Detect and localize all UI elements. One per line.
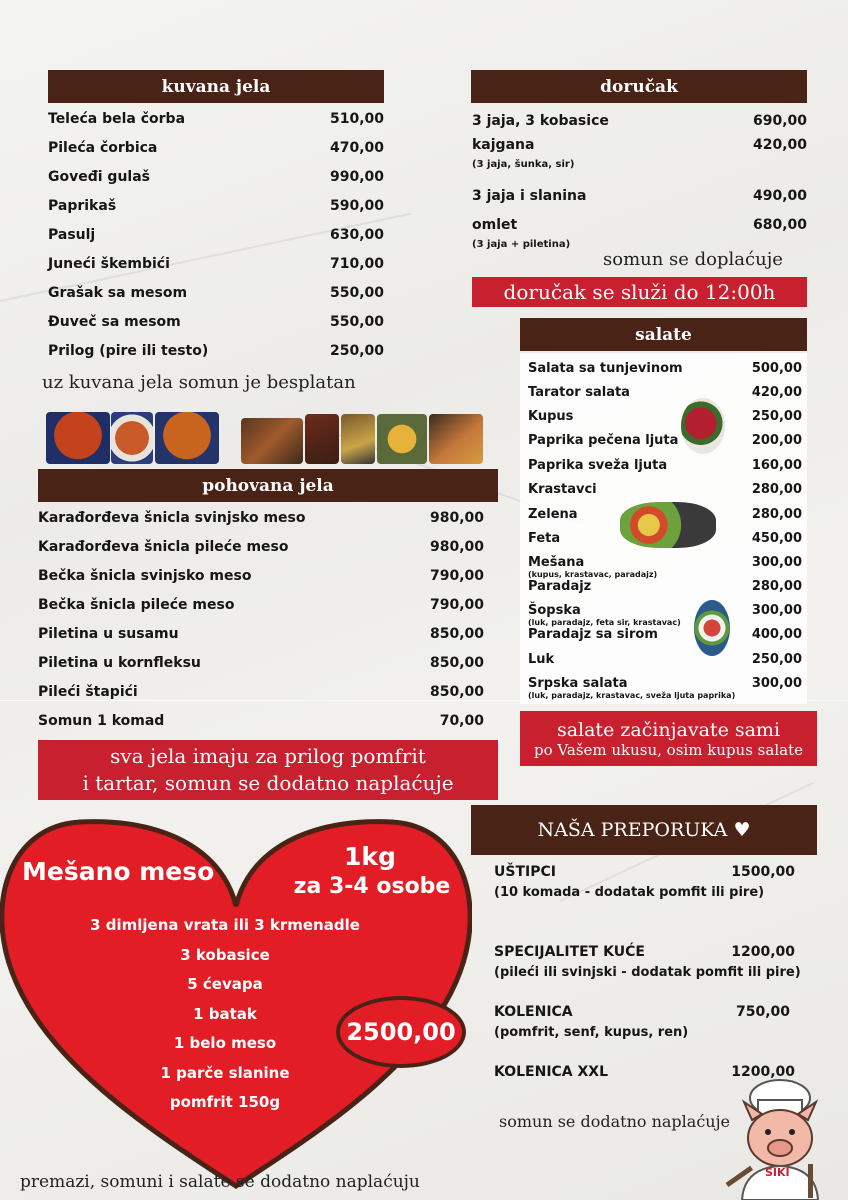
item-price: 420,00	[751, 385, 802, 400]
item-price: 550,00	[329, 314, 384, 330]
salad-photo	[681, 398, 725, 454]
dorucak-title: doručak	[600, 76, 678, 97]
item-name: Goveđi gulaš	[48, 169, 150, 185]
food-photo	[241, 418, 303, 464]
dorucak-banner	[472, 277, 807, 307]
platter-item: 3 dimljena vrata ili 3 krmenadle	[90, 916, 360, 934]
item-price: 850,00	[429, 684, 484, 700]
salad-item	[528, 409, 802, 424]
pohovana-banner	[38, 740, 498, 800]
menu-item	[38, 655, 484, 671]
menu-item	[48, 343, 384, 359]
item-price: 450,00	[751, 531, 802, 546]
item-name: Šopska	[528, 603, 581, 618]
recommendation-price: 1200,00	[731, 1064, 795, 1080]
salate-banner-line2: po Vašem ukusu, osim kupus salate	[534, 740, 803, 759]
salate-title: salate	[635, 324, 692, 345]
menu-item	[38, 510, 484, 526]
food-photo	[341, 414, 375, 464]
item-price: 690,00	[752, 113, 807, 129]
item-name: Juneći škembići	[48, 256, 170, 272]
item-name: Grašak sa mesom	[48, 285, 188, 301]
food-photo	[46, 412, 110, 464]
item-description: (kupus, krastavac, paradajz)	[528, 570, 658, 579]
item-price: 250,00	[751, 409, 802, 424]
menu-item	[48, 227, 384, 243]
item-price: 590,00	[329, 198, 384, 214]
salate-banner-line1: salate začinjavate sami	[556, 718, 781, 741]
item-name: Paprika pečena ljuta	[528, 433, 679, 448]
item-price: 680,00	[752, 217, 807, 233]
item-name: Mešana	[528, 555, 585, 570]
item-name: Paradajz sa sirom	[528, 627, 658, 642]
item-name: Piletina u kornfleksu	[38, 655, 201, 671]
salad-photo	[620, 502, 716, 548]
item-price: 400,00	[751, 627, 802, 642]
salad-item	[528, 603, 802, 618]
menu-item	[48, 256, 384, 272]
item-description: (3 jaja + piletina)	[472, 239, 571, 250]
preporuka-note: somun se dodatno naplaćuje	[499, 1112, 731, 1131]
food-photo	[111, 412, 153, 464]
item-price: 790,00	[429, 568, 484, 584]
item-price: 550,00	[329, 285, 384, 301]
platter-item: 1 batak	[193, 1004, 257, 1023]
item-price: 300,00	[751, 555, 802, 570]
menu-item	[48, 140, 384, 156]
recommendation-name: KOLENICA	[494, 1004, 573, 1020]
pohovana-title: pohovana jela	[202, 475, 334, 496]
salad-item	[528, 433, 802, 448]
salad-item	[528, 361, 802, 376]
item-name: Krastavci	[528, 482, 597, 497]
recommendation-description: (pileći ili svinjski - dodatak pomfit ili pire)	[494, 965, 801, 980]
item-price: 990,00	[329, 169, 384, 185]
mesano-price-badge	[336, 996, 466, 1068]
food-photo	[305, 414, 339, 464]
item-name: Prilog (pire ili testo)	[48, 343, 209, 359]
pohovana-header	[38, 469, 498, 502]
dorucak-note: somun se doplaćuje	[603, 249, 783, 270]
recommendation-description: (10 komada - dodatak pomfit ili pire)	[494, 885, 765, 900]
menu-item	[472, 137, 807, 153]
item-name: Piletina u susamu	[38, 626, 179, 642]
item-price: 250,00	[329, 343, 384, 359]
item-name: Bečka šnicla pileće meso	[38, 597, 235, 613]
item-description: (luk, paradajz, krastavac, sveža ljuta paprika)	[528, 691, 736, 700]
item-name: Somun 1 komad	[38, 713, 165, 729]
menu-item	[48, 169, 384, 185]
item-price: 850,00	[429, 655, 484, 671]
item-name: Pileća čorbica	[48, 140, 158, 156]
pohovana-banner-line2: i tartar, somun se dodatno naplaćuje	[82, 771, 454, 795]
salad-item	[528, 458, 802, 473]
recommendation-description: (pomfrit, senf, kupus, ren)	[494, 1025, 689, 1040]
dorucak-header	[471, 70, 807, 103]
salad-item	[528, 676, 802, 691]
mesano-title: Mešano meso	[22, 857, 215, 886]
menu-item	[38, 568, 484, 584]
item-name: Pileći štapići	[38, 684, 138, 700]
item-name: Paradajz	[528, 579, 592, 594]
menu-item	[38, 626, 484, 642]
menu-item	[38, 539, 484, 555]
menu-item	[48, 285, 384, 301]
platter-item: 5 ćevapa	[187, 975, 263, 993]
platter-item: 1 parče slanine	[160, 1063, 290, 1082]
menu-item	[472, 188, 807, 204]
recommendation-price: 1200,00	[731, 944, 795, 960]
item-name: Srpska salata	[528, 676, 628, 691]
item-price: 420,00	[752, 137, 807, 153]
menu-item	[472, 113, 807, 129]
item-price: 160,00	[751, 458, 802, 473]
kuvana-title: kuvana jela	[161, 76, 271, 97]
item-price: 850,00	[429, 626, 484, 642]
chef-pig-icon	[722, 1072, 832, 1200]
platter-item: 1 belo meso	[173, 1034, 277, 1052]
recommendation-price: 750,00	[735, 1004, 790, 1020]
food-photo	[377, 414, 427, 464]
item-price: 980,00	[429, 539, 484, 555]
kuvana-note: uz kuvana jela somun je besplatan	[42, 372, 356, 393]
mesano-price: 2500,00	[346, 1018, 456, 1046]
pohovana-banner-line1: sva jela imaju za prilog pomfrit	[110, 744, 426, 768]
item-name: Pasulj	[48, 227, 96, 243]
item-description: (luk, paradajz, feta sir, krastavac)	[528, 618, 681, 627]
kuvana-header	[48, 70, 384, 103]
item-name: Salata sa tunjevinom	[528, 361, 683, 376]
recommendation-name: UŠTIPCI	[494, 864, 556, 880]
item-name: kajgana	[472, 137, 535, 153]
item-name: Tarator salata	[528, 385, 630, 400]
salad-item	[528, 652, 802, 667]
mascot-apron-text: SIKI	[765, 1166, 790, 1179]
item-name: omlet	[472, 217, 518, 233]
platter-item: 3 kobasice	[180, 945, 270, 964]
item-price: 510,00	[329, 111, 384, 127]
preporuka-header	[471, 805, 817, 855]
item-name: 3 jaja i slanina	[472, 188, 587, 204]
menu-item	[38, 684, 484, 700]
item-name: Paprikaš	[48, 198, 117, 214]
item-name: Đuveč sa mesom	[48, 314, 181, 330]
food-photo	[155, 412, 219, 464]
item-price: 300,00	[751, 676, 802, 691]
item-description: (3 jaja, šunka, sir)	[472, 159, 575, 170]
item-name: Zelena	[528, 507, 578, 522]
item-price: 250,00	[751, 652, 802, 667]
menu-item	[48, 314, 384, 330]
item-name: Teleća bela čorba	[48, 111, 186, 127]
menu-item	[48, 198, 384, 214]
salad-item	[528, 482, 802, 497]
item-name: Kupus	[528, 409, 574, 424]
preporuka-title: NAŠA PREPORUKA ♥	[537, 819, 751, 841]
dorucak-banner-text: doručak se služi do 12:00h	[503, 280, 776, 304]
item-name: Paprika sveža ljuta	[528, 458, 668, 473]
item-name: Feta	[528, 531, 561, 546]
item-name: Karađorđeva šnicla svinjsko meso	[38, 510, 306, 526]
mesano-persons: za 3-4 osobe	[293, 874, 451, 899]
item-price: 280,00	[751, 579, 802, 594]
salad-item	[528, 385, 802, 400]
mesano-note: premazi, somuni i salate se dodatno naplaćuju	[20, 1172, 420, 1192]
item-name: Bečka šnicla svinjsko meso	[38, 568, 252, 584]
salad-item	[528, 555, 802, 570]
platter-item: pomfrit 150g	[169, 1093, 281, 1111]
salad-photo	[694, 600, 730, 656]
food-photo	[429, 414, 483, 464]
item-name: Luk	[528, 652, 555, 667]
salate-header	[520, 318, 807, 351]
salad-item	[528, 627, 802, 642]
item-price: 500,00	[751, 361, 802, 376]
item-price: 980,00	[429, 510, 484, 526]
recommendation-name: SPECIJALITET KUĆE	[494, 944, 645, 960]
item-price: 280,00	[751, 507, 802, 522]
item-price: 710,00	[329, 256, 384, 272]
item-price: 630,00	[329, 227, 384, 243]
salad-item	[528, 579, 802, 594]
item-price: 300,00	[751, 603, 802, 618]
item-price: 470,00	[329, 140, 384, 156]
item-price: 280,00	[751, 482, 802, 497]
item-price: 490,00	[752, 188, 807, 204]
menu-item	[472, 217, 807, 233]
recommendation-name: KOLENICA XXL	[494, 1064, 609, 1080]
item-price: 200,00	[751, 433, 802, 448]
salate-banner	[520, 711, 817, 766]
item-name: Karađorđeva šnicla pileće meso	[38, 539, 289, 555]
item-price: 790,00	[429, 597, 484, 613]
item-name: 3 jaja, 3 kobasice	[472, 113, 609, 129]
item-price: 70,00	[439, 713, 484, 729]
menu-item	[38, 597, 484, 613]
recommendation-price: 1500,00	[731, 864, 795, 880]
menu-item	[48, 111, 384, 127]
mesano-weight: 1kg	[344, 842, 396, 871]
menu-item	[38, 713, 484, 729]
